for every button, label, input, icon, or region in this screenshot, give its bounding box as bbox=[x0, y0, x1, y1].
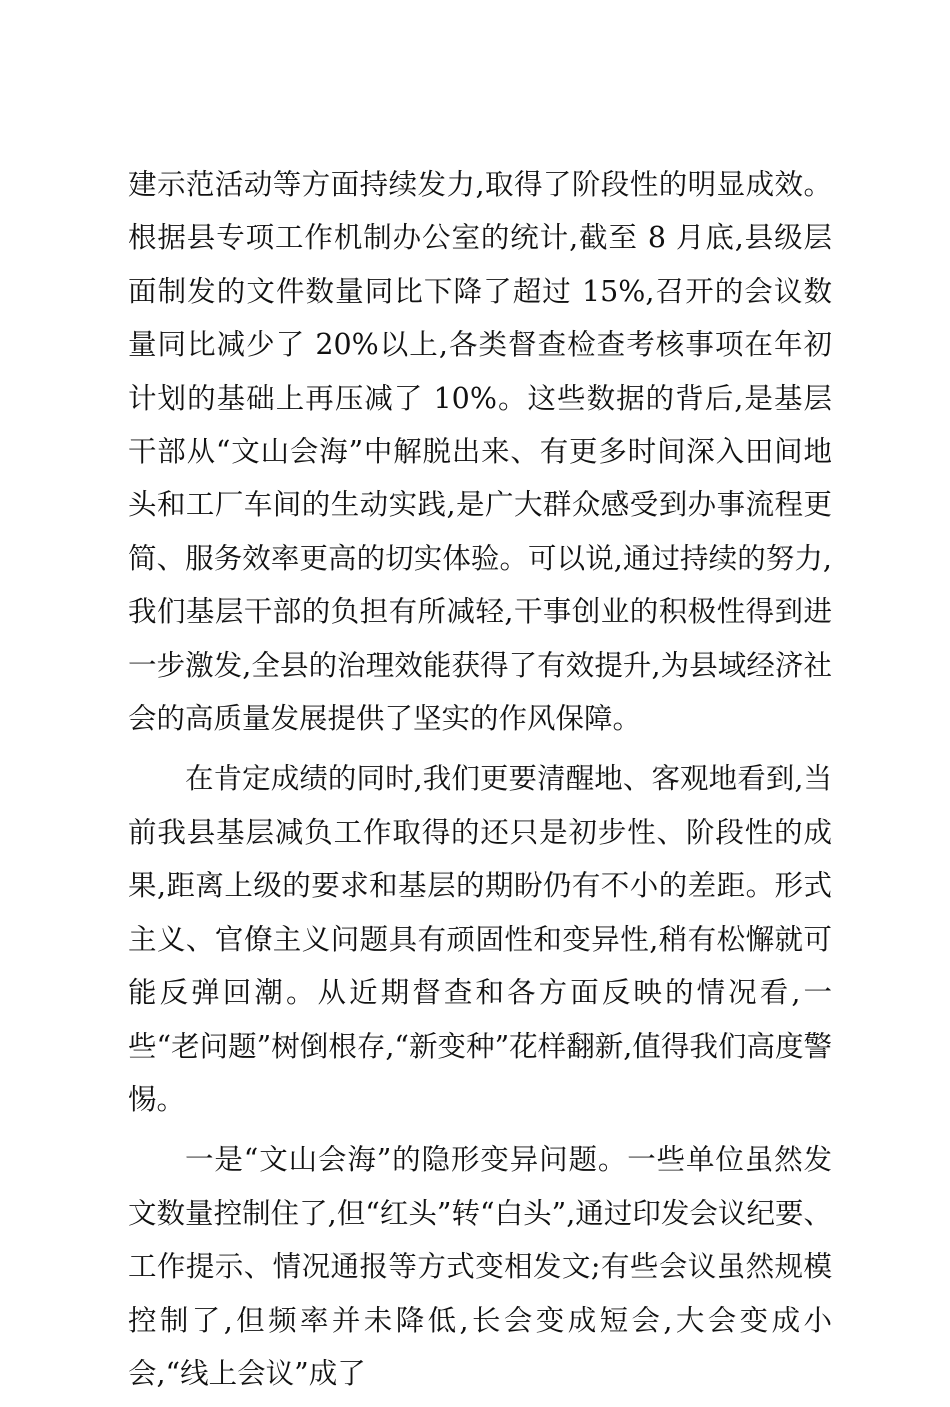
paragraph-continued: 建示范活动等方面持续发力,取得了阶段性的明显成效。根据县专项工作机制办公室的统计,截至 8 月底,县级层面制发的文件数量同比下降了超过 15%,召开的会议数量同比减少了 20%以上,各类督查检查考核事项在年初计划的基础上再压减了 10%。这些数据的背后,是基层干部从“文山会海”中解脱出来、有更多时间深入田间地头和工厂车间的生动实践,是广大群众感受到办事流程更简、服务效率更高的切实体验。可以说,通过持续的努力,我们基层干部的负担有所减轻,干事创业的积极性得到进一步激发,全县的治理效能获得了有效提升,为县域经济社会的高质量发展提供了坚实的作风保障。 bbox=[128, 168, 832, 736]
paragraph: 在肯定成绩的同时,我们更要清醒地、客观地看到,当前我县基层减负工作取得的还只是初步性、阶段性的成果,距离上级的要求和基层的期盼仍有不小的差距。形式主义、官僚主义问题具有顽固性和变异性,稍有松懈就可能反弹回潮。从近期督查和各方面反映的情况看,一些“老问题”树倒根存,“新变种”花样翻新,值得我们高度警惕。 bbox=[128, 762, 832, 1116]
document-body bbox=[128, 158, 832, 1407]
paragraph: 一是“文山会海”的隐形变异问题。一些单位虽然发文数量控制住了,但“红头”转“白头”,通过印发会议纪要、工作提示、情况通报等方式变相发文;有些会议虽然规模控制了,但频率并未降低,长会变成短会,大会变成小会,“线上会议”成了 bbox=[128, 1143, 832, 1390]
